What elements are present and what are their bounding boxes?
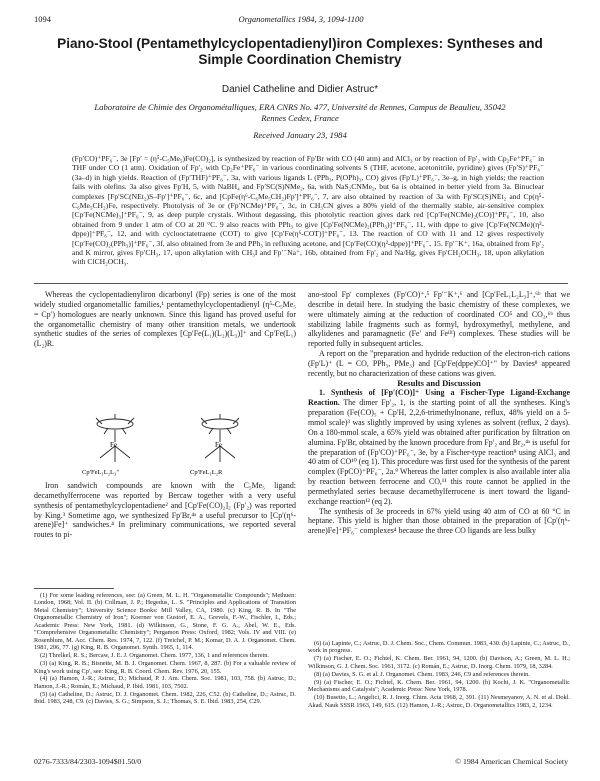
fe-label-cation: Fe (110, 441, 117, 449)
footnotes-right (308, 640, 570, 748)
fe-label-alkyl: Fe (215, 441, 222, 449)
article-code: 0276-7333/84/2303-1094$01.50/0 (34, 757, 142, 766)
intro-paragraph: ano-stool Fp′ complexes (Fp′CO)⁺,⁵ Fp′⁻K⁺,⁶ and [Cp′FeL₁L₂L₃]⁺,⁶ᵇ that we describe in detail here. In studying the basic chemistry of these complexes, we were ultimately aiming at the reduction of coordinated CO⁵ and CO₂,⁶ᵇ thus stabilizing labile fragments such as formyl, hydroxymethyl, methylene, and alkylidenes and paramagnetic (Fe′ and Feᴵᴵᴵ) complexes. These studies will be reported fully in subsequent articles. (308, 290, 570, 349)
footnote: (5) (a) Catheline, D.; Astruc, D. J. Organomet. Chem. 1982, 226, C52. (b) Catheline, D.; Astruc, D. Ibid. 1983, 248, C9. (c) Davies, S. G.; Simpson, S. J.; Thomas, S. E. Ibid. 1983, 254, C29. (34, 690, 296, 706)
received-date: Received January 23, 1984 (253, 130, 347, 140)
footnote: (6) (a) Lapinte, C.; Astruc, D. J. Chem. Soc., Chem. Commun. 1983, 430. (b) Lapinte, C.; Astruc, D., work in progress. (308, 640, 570, 655)
article-title: Piano-Stool (Pentamethylcyclopentadienyl)iron Complexes: Syntheses and Simple Coordination Chemistry (57, 36, 543, 67)
footnote: (10) Busetto, L.; Angelici, R. J. Inorg. Chim. Acta 1968, 2, 391. (11) Nesmeyanov, A. N. et al. Dokl. Akad. Nauk SSSR 1963, 149, 615. (12) Hamon, J.-R.; Astruc, D. Organometallics 1983, 2, 1234. (308, 694, 570, 709)
subsection-text: The dimer Fp′₂, 1, is the starting point of all the syntheses. King's preparation (Fe(CO)₅ + Cp′H, 2,2,6-trimethylnonane, reflux, 48% yield on a 5-mmol scale)³ was slightly improved by using xylenes as solvent (reflux, 2 days). On a 180-mmol scale, a 65% yield was obtained after purification by filtration on alumina. Fp′Br, obtained by the known procedure from Fp′₂ and Br₂,⁴ᵃ is useful for the preparation of (Fp′CO)⁺PF₆⁻, 3e, by a Fischer-type reaction⁹ using AlCl₃ and 40 atm of CO¹⁰ (eq 1). This procedure was first used for the synthesis of the parent complex (FpCO)⁺PF₆⁻, 2a.⁹ Whereas the latter complex is also available inter alia by reaction between ferrocene and CO,¹¹ this route cannot be applied in the permethylated series because decamethylferrocene is inert toward the ligand-exchange reaction¹² (eq 2). (308, 398, 570, 506)
body-paragraph: Iron sandwich compounds are known with the C₅Me₅ ligand: decamethylferrocene was reported by Bercaw together with a very useful synthesis of pentamethylcyclopentadiene² and [Cp′Fe(CO)₂]₂ (Fp′₂) was reported by King.³ Sometime ago, we synthesized Fp′Br,⁴ᵃ a useful precursor to [Cp′(η⁶-arene)Fe]⁺ sandwiches.⁴ In preliminary communications, we reported several routes to pi- (34, 481, 296, 540)
footnote-rule (34, 588, 114, 589)
column-right-body (308, 290, 570, 634)
subsection-heading: 1. Synthesis of [Fp′(CO)]⁺ Using a Fischer-Type Ligand-Exchange Reaction. (308, 388, 570, 408)
footnote: (2) Threlkel, R. S.; Bercaw, J. E. J. Organomet. Chem. 1977, 136, 1 and references therein. (40, 652, 269, 660)
abstract: (Fp′CO)⁺PF₆⁻, 3e [Fp′ = (η⁵-C₅Me₅)Fe(CO)₂], is synthesized by reaction of Fp′Br with CO (40 atm) and AlCl₃ or by reaction of Fp′₂ with Cp₂Fe⁺PF₆⁻ in THF under CO (1 atm). Oxidation of Fp′₂ with Cp₂Fe⁺PF₆⁻ in various coordinating solvents S (THF, acetone, acetonitrile, pyridine) gives (Fp′S)⁺PF₆⁻ (3a–d) in high yields. Reaction of (Fp′THF)⁺PF₆⁻, 3a, with various ligands L (PPh₃, P(OPh)₃, CO) gives (Fp′L)⁺PF₆⁻, 3e–g, in high yields; the reaction fails with olefins. 3a also gives Fp′H, 5, with NaBH₄ and Fp′SC(S)NMe₂, 6a, with NaS₂CNMe₂, but 6a is obtained in better yield from 3a. Binuclear complexes [Fp′SC(NEt₂)S–Fp′]⁺PF₆⁻, 6c, and [CpFe(η⁶-C₆Me₅CH₂)Fp′]⁺PF₆⁻, 7, are also obtained by reaction of 3a with Fp′SC(S)NEt₂ and Cp(η⁵-C₆Me₅CH₂)Fe, respectively. Photolysis of 3e or (Fp′NCMe)⁺PF₆⁻, 3c, in CH₃CN gives a 80% yield of the thermally stable, air-sensitive complex [Cp′Fe(NCMe)₃]⁺PF₆⁻, 9, as deep purple crystals. Without degassing, this photolytic reaction gives dark red [Cp′Fe(NCMe)₂(CO)]⁺PF₆⁻, 10, also obtained from 9 under 1 atm of CO at 20 °C. 9 also reacts with PPh₃ to give [Cp′Fe(NCMe)₂(PPh₃)]⁺PF₆⁻, 11, with dppe to give [Cp′Fe(NCMe)(η²-dppe)]⁺PF₆⁻, 12, and with cyclooctatetraene (COT) to give [Cp′Fe(η⁶-COT)]⁺PF₆⁻, 13. The reaction of CO with 11 and 12 gives respectively [Cp′Fe(CO)₂(PPh₃)]⁺PF₆⁻, 3f, also obtained from 3e and PPh₃ in refluxing acetone, and [Cp′Fe(CO)(η²-dppe)]⁺PF₆⁻, 15. Fp′⁻K⁺, 16a, obtained from Fp′₂ and K mirror, gives Fp′CH₃, 17, upon alkylation with CH₃I and Fp′⁻Na⁺, 16b, obtained from Fp′₂ and Na/Hg, gives Fp′CH₂OCH₃, 18, upon alkylation with ClCH₂OCH₃. (72, 154, 544, 267)
cation-caption: Cp′FeL₁L₂L₃⁺ (82, 469, 120, 476)
column-left-body (34, 481, 296, 583)
structure-alkyl (201, 414, 239, 462)
footnotes-left (34, 592, 296, 748)
intro-paragraph: Whereas the cyclopentadienyliron dicarbonyl (Fp) series is one of the most widely studied organometallic families,¹ pentamethylcyclopentadienyl (η⁵-C₅Me₅ = Cp′) homologues are nearly unknown. Since this ligand has proved useful for the organometallic chemistry of many other transition metals, we undertook synthetic studies of the series of complexes [Cp′Fe(L₁)(L₂)(L₃)]⁺ and Cp′Fe(L₁)(L₂)R. (34, 290, 296, 349)
piano-stool-structures-figure (60, 412, 280, 478)
page-footer (34, 757, 568, 767)
section-heading: Results and Discussion (397, 377, 481, 388)
subsection-paragraph (308, 388, 570, 506)
abstract-divider (34, 283, 568, 284)
footnote: (4) (a) Hamon, J.-R.; Astruc, D.; Michaud, P. J. Am. Chem. Soc. 1981, 103, 758. (b) Astruc, D.; Hamon, J.-R.; Román, E.; Michaud, P. Ibid. 1981, 103, 7502. (34, 675, 296, 690)
column-left-intro (34, 290, 296, 408)
footnote: (1) For some leading references, see: (a) Green, M. L. H. "Organometallic Compounds"; Methuen: London, 1968; Vol. II. (b) Collman, J. P.; Hegedus, L. S. "Principles and Applications of Transition Metal Chemistry"; University Science Books: Mill Valley, CA, 1980. (c) King, R. B. In "The Organometallic Chemistry of Iron"; Koerner von Gustorf, E. A., Grevels, F.-W., Fischler, I., Eds.; Academic Press: New York, 1981. (d) Wilkinson, G., Stone, F. G. A., Abel, W. E., Eds. "Comprehensive Organometallic Chemistry"; Pergamon Press: Oxford, 1982; Vols. IV and VIII. (e) Rosenblum, M. Acc. Chem. Res. 1974, 7, 122. (f) Treichel, P. M.; Komar, D. A. J. Organomet. Chem. 1981, 206, 77. (g) King, R. B. Organomet. Synth. 1965, 1, 114. (34, 592, 296, 652)
intro-paragraph: A report on the "preparation and hydride reduction of the electron-rich cations (Fp′L)⁺ (L = CO, PPh₃, PMe₃) and [Cp′Fe(dppe)CO]⁺" by Davies⁸ appeared recently, but no characterization of these cations was given. (308, 349, 570, 378)
footnote: (8) (a) Davies, S. G. et al. J. Organomet. Chem. 1983, 246, C9 and references therein. (314, 670, 530, 678)
journal-citation: Organometallics 1984, 3, 1094-1100 (238, 14, 364, 24)
alkyl-caption: Cp′FeL₁L₂R (190, 469, 223, 476)
footnote: (9) (a) Fischer, E. O.; Fichtel, K. Chem. Ber. 1961, 94, 1200. (b) Kochi, J. K. "Organometallic Mechanisms and Catalysis"; Academic Press: New York, 1978. (308, 678, 570, 694)
footnote: (3) (a) King, R. B.; Bisnette, M. B. J. Organomet. Chem. 1967, 8, 287. (b) For a valuable review of King's work using Cp′, see: King, R. B. Coord. Chem. Rev. 1976, 20, 155. (34, 660, 296, 675)
affiliation: Laboratoire de Chimie des Organométalliques, ERA CNRS No. 477, Université de Rennes, Campus de Beaulieu, 35042 Rennes Cedex, France (94, 102, 506, 123)
body-paragraph: The synthesis of 3e proceeds in 67% yield using 40 atm of CO at 60 °C in heptane. This yield is higher than those obtained in the preparation of [Cp′(η⁶-arene)Fe]⁺PF₆⁻ complexes⁴ because the three CO ligands are less bulky (308, 506, 570, 536)
running-header (34, 14, 568, 26)
copyright: © 1984 American Chemical Society (455, 757, 568, 766)
footnote: (7) (a) Fischer, E. O.; Fichtel, K. Chem. Ber. 1961, 94, 1200. (b) Davison, A.; Green, M. L. H.; Wilkinson, G. J. Chem. Soc. 1961, 3172. (c) Román, E.; Astruc, D. Inorg. Chem. 1979, 18, 3284. (308, 655, 570, 670)
structure-cation (96, 414, 134, 462)
page-number: 1094 (34, 14, 51, 24)
author-line: Daniel Catheline and Didier Astruc* (221, 84, 379, 95)
